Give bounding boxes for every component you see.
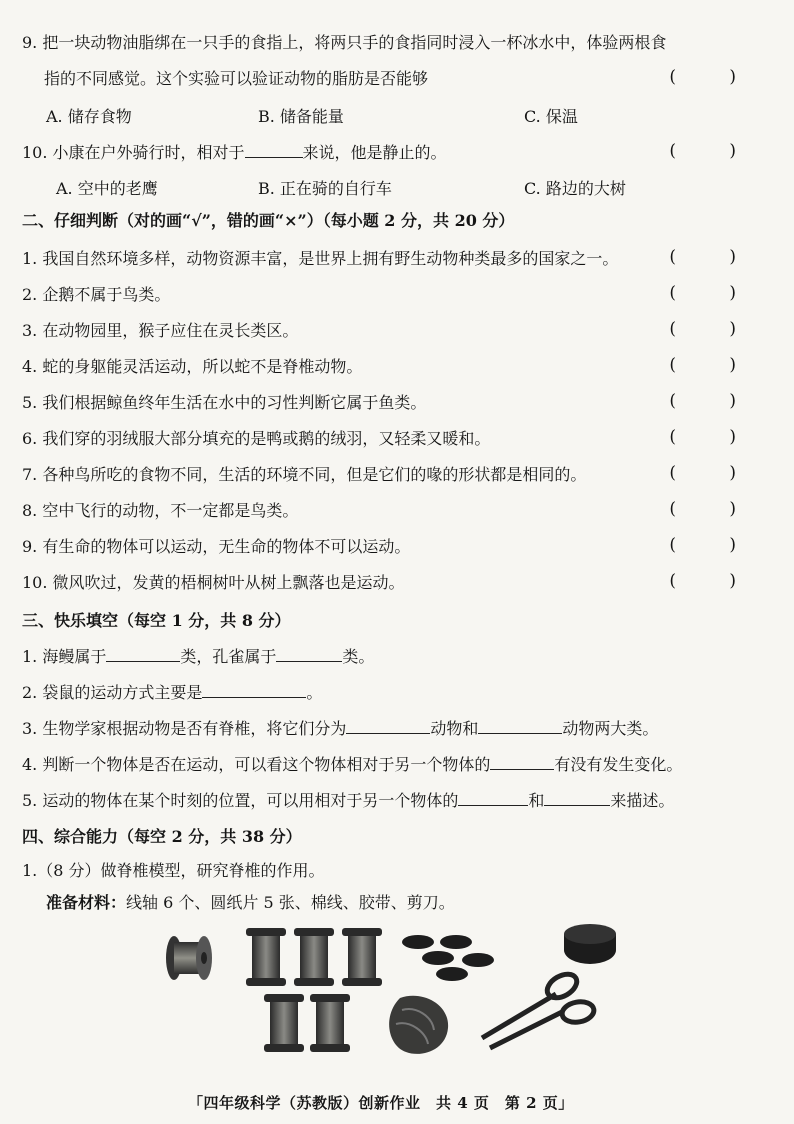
judge-paren-6[interactable]: ( ): [669, 427, 760, 447]
scissors-icon: [482, 969, 595, 1048]
fill-3-blank-2[interactable]: [478, 719, 562, 734]
fill-4-text-b: 有没有发生变化。: [554, 755, 683, 774]
fill-1-text-a: 1. 海鳗属于: [22, 647, 107, 666]
materials-line: [46, 892, 776, 914]
judge-paren-5[interactable]: ( ): [669, 391, 760, 411]
materials-text: 线轴 6 个、圆纸片 5 张、棉线、胶带、剪刀。: [126, 893, 455, 912]
judge-paren-9[interactable]: ( ): [669, 535, 760, 555]
spool-icon-4: [264, 994, 304, 1052]
judge-item-7: 7. 各种鸟所吃的食物不同，生活的环境不同，但是它们的喙的形状都是相同的。: [22, 465, 587, 484]
judge-paren-8[interactable]: ( ): [669, 499, 760, 519]
judge-paren-1[interactable]: ( ): [669, 247, 760, 267]
fill-item-5: [22, 790, 776, 812]
q10-answer-paren[interactable]: ( ): [669, 141, 760, 161]
fill-1-text-b: 类，孔雀属于: [180, 647, 277, 666]
materials-illustration: [160, 920, 630, 1070]
fill-3-text-b: 动物和: [430, 719, 479, 738]
cotton-thread-icon: [389, 996, 448, 1054]
spool-icon-2: [294, 928, 334, 986]
section4-q1: 1.（8 分）做脊椎模型，研究脊椎的作用。: [22, 861, 325, 880]
fill-item-2: [22, 682, 776, 704]
q9-option-c[interactable]: C. 保温: [524, 107, 578, 126]
materials-label: 准备材料：: [46, 893, 127, 912]
judge-paren-3[interactable]: ( ): [669, 319, 760, 339]
judge-paren-4[interactable]: ( ): [669, 355, 760, 375]
q10-option-c[interactable]: C. 路边的大树: [524, 179, 626, 198]
spool-horizontal-icon: [166, 936, 212, 980]
q9-line2: 指的不同感觉。这个实验可以验证动物的脂肪是否能够: [44, 69, 429, 88]
judge-paren-10[interactable]: ( ): [669, 571, 760, 591]
q9-option-a[interactable]: A. 储存食物: [46, 107, 132, 126]
fill-1-blank-2[interactable]: [276, 647, 342, 662]
judge-item-1: 1. 我国自然环境多样，动物资源丰富，是世界上拥有野生动物种类最多的国家之一。: [22, 249, 619, 268]
spool-icon-1: [246, 928, 286, 986]
section3-title: 三、快乐填空（每空 1 分，共 8 分）: [22, 611, 291, 630]
judge-item-2: 2. 企鹅不属于鸟类。: [22, 285, 171, 304]
spool-icon-5: [310, 994, 350, 1052]
q10-option-a[interactable]: A. 空中的老鹰: [56, 179, 158, 198]
judge-item-5: 5. 我们根据鲸鱼终年生活在水中的习性判断它属于鱼类。: [22, 393, 427, 412]
fill-5-blank-1[interactable]: [458, 791, 528, 806]
fill-item-4: [22, 754, 776, 776]
judge-paren-7[interactable]: ( ): [669, 463, 760, 483]
judge-item-8: 8. 空中飞行的动物，不一定都是鸟类。: [22, 501, 299, 520]
spool-icon-3: [342, 928, 382, 986]
fill-2-text-a: 2. 袋鼠的运动方式主要是: [22, 683, 203, 702]
fill-5-text-b: 和: [528, 791, 545, 810]
fill-2-text-b: 。: [306, 683, 323, 702]
fill-3-text-c: 动物两大类。: [562, 719, 659, 738]
judge-item-9: 9. 有生命的物体可以运动，无生命的物体不可以运动。: [22, 537, 411, 556]
fill-5-blank-2[interactable]: [544, 791, 610, 806]
fill-item-1: [22, 646, 776, 668]
judge-item-10: 10. 微风吹过，发黄的梧桐树叶从树上飘落也是运动。: [22, 573, 405, 592]
q9-option-b[interactable]: B. 储备能量: [258, 107, 344, 126]
fill-1-text-c: 类。: [342, 647, 375, 666]
paper-disc-icons: [402, 935, 494, 981]
section4-title: 四、综合能力（每空 2 分，共 38 分）: [22, 827, 302, 846]
fill-3-text-a: 3. 生物学家根据动物是否有脊椎，将它们分为: [22, 719, 347, 738]
fill-3-blank-1[interactable]: [346, 719, 430, 734]
tape-roll-icon: [564, 924, 616, 964]
q10-text-post: 来说，他是静止的。: [302, 143, 447, 162]
q10-text-pre: 10. 小康在户外骑行时，相对于: [22, 143, 245, 162]
fill-5-text-c: 来描述。: [610, 791, 675, 810]
q9-answer-paren[interactable]: ( ): [669, 67, 760, 87]
fill-item-3: [22, 718, 776, 740]
q10-option-b[interactable]: B. 正在骑的自行车: [258, 179, 392, 198]
fill-1-blank-1[interactable]: [106, 647, 180, 662]
q9-line1: 9. 把一块动物油脂绑在一只手的食指上，将两只手的食指同时浸入一杯冰水中，体验两根食: [22, 33, 667, 52]
judge-item-6: 6. 我们穿的羽绒服大部分填充的是鸭或鹅的绒羽，又轻柔又暖和。: [22, 429, 491, 448]
fill-4-blank[interactable]: [490, 755, 554, 770]
section2-title: 二、仔细判断（对的画“√”，错的画“×”）（每小题 2 分，共 20 分）: [22, 211, 515, 230]
q10-line: [22, 142, 776, 164]
q10-blank[interactable]: [245, 143, 303, 158]
judge-item-4: 4. 蛇的身躯能灵活运动，所以蛇不是脊椎动物。: [22, 357, 363, 376]
page-footer: 「四年级科学（苏教版）创新作业 共 4 页 第 2 页」: [188, 1094, 574, 1112]
fill-2-blank[interactable]: [202, 683, 306, 698]
fill-4-text-a: 4. 判断一个物体是否在运动，可以看这个物体相对于另一个物体的: [22, 755, 491, 774]
judge-paren-2[interactable]: ( ): [669, 283, 760, 303]
fill-5-text-a: 5. 运动的物体在某个时刻的位置，可以用相对于另一个物体的: [22, 791, 459, 810]
judge-item-3: 3. 在动物园里，猴子应住在灵长类区。: [22, 321, 299, 340]
